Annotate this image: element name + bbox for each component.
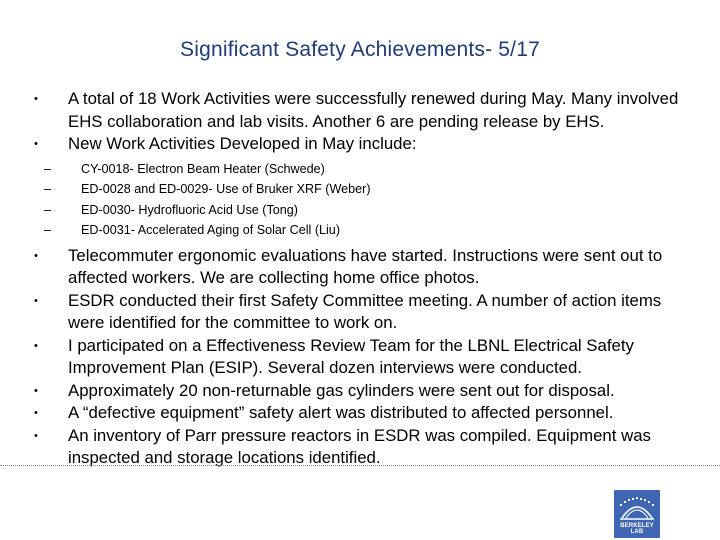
bullet-text: A total of 18 Work Activities were successfully renewed during May. Many involved EHS collaboration and lab visits. Another 6 are pending release by EHS. bbox=[68, 89, 679, 131]
bullet-dot: • bbox=[34, 93, 38, 105]
bullet-text: An inventory of Parr pressure reactors in ESDR was compiled. Equipment was inspected and storage locations identified. bbox=[68, 425, 651, 467]
footer-divider bbox=[0, 465, 720, 466]
sub-item bbox=[44, 220, 690, 241]
sub-dash: – bbox=[44, 223, 52, 237]
slide-title: Significant Safety Achievements- 5/17 bbox=[180, 38, 540, 61]
sub-item-text: ED-0030- Hydrofluoric Acid Use (Tong) bbox=[81, 202, 298, 217]
bullet-dot: • bbox=[34, 429, 38, 442]
bullet-item bbox=[30, 335, 690, 380]
sub-item bbox=[44, 159, 690, 180]
bullet-item bbox=[30, 290, 690, 335]
bullet-item bbox=[30, 88, 690, 133]
bullet-text: Approximately 20 non-returnable gas cylinders were sent out for disposal. bbox=[68, 380, 615, 400]
bullet-text: A “defective equipment” safety alert was distributed to affected personnel. bbox=[68, 403, 614, 422]
sub-list bbox=[44, 159, 690, 241]
bullet-dot: • bbox=[34, 138, 38, 150]
bullet-text: Telecommuter ergonomic evaluations have started. Instructions were sent out to affected workers. We are collecting home office photos. bbox=[68, 245, 663, 287]
berkeley-lab-dome-icon bbox=[614, 490, 660, 526]
berkeley-lab-logo bbox=[614, 490, 660, 538]
bullet-dot: • bbox=[34, 249, 38, 262]
sub-item bbox=[44, 200, 690, 221]
bullet-dot: • bbox=[34, 294, 38, 307]
bullet-item bbox=[30, 133, 690, 156]
bullet-text: ESDR conducted their first Safety Committee meeting. A number of action items were identified for the committee to work on. bbox=[68, 290, 662, 332]
sub-item-text: ED-0028 and ED-0029- Use of Bruker XRF (Weber) bbox=[81, 182, 371, 196]
bullet-dot: • bbox=[34, 407, 38, 419]
bullet-text: I participated on a Effectiveness Review Team for the LBNL Electrical Safety Improvement Plan (ESIP). Several dozen interviews were conducted. bbox=[68, 335, 634, 377]
slide-body bbox=[30, 88, 690, 470]
sub-item bbox=[44, 179, 690, 200]
logo-text: BERKELEY LAB bbox=[620, 523, 654, 535]
bullet-item bbox=[30, 425, 690, 470]
sub-dash: – bbox=[44, 161, 52, 176]
sub-dash: – bbox=[44, 182, 52, 196]
bullet-dot: • bbox=[34, 339, 38, 352]
sub-dash: – bbox=[44, 202, 52, 217]
bullet-text: New Work Activities Developed in May include: bbox=[68, 134, 417, 153]
sub-item-text: CY-0018- Electron Beam Heater (Schwede) bbox=[81, 161, 325, 176]
bullet-item bbox=[30, 402, 690, 425]
sub-item-text: ED-0031- Accelerated Aging of Solar Cell (Liu) bbox=[81, 223, 341, 237]
bullet-item bbox=[30, 245, 690, 290]
bullet-item bbox=[30, 380, 690, 403]
bullet-dot: • bbox=[34, 384, 38, 397]
